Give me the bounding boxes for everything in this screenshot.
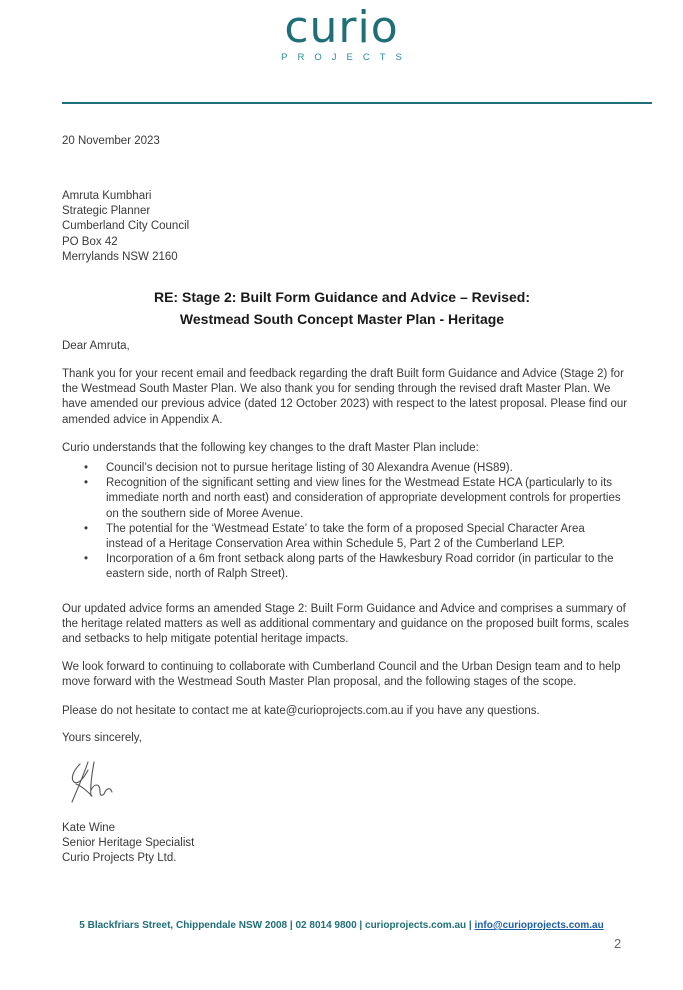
signer-company: Curio Projects Pty Ltd. (62, 852, 177, 865)
recipient-po-box: PO Box 42 (62, 235, 118, 248)
list-item: • Incorporation of a 6m front setback along parts of the Hawkesbury Road corridor (in particular to the eastern side, north of Ralph Street). (84, 553, 614, 581)
paragraph-intro: Thank you for your recent email and feedback regarding the draft Built form Guidance and Advice (Stage 2) for the Westmead South Master Plan. We also thank you for sending through the revised draft Master Plan. We have amended our previous advice (dated 12 October 2023) with respect to the latest proposal. Please find our amended advice in Appendix A. (62, 368, 628, 426)
header-divider (62, 102, 652, 104)
page-footer (0, 920, 683, 931)
salutation: Dear Amruta, (62, 340, 130, 352)
paragraph-collaboration: We look forward to continuing to collaborate with Cumberland Council and the Urban Design team and to help move forward with the Westmead South Master Plan proposal, and the following stages of the scope. (62, 661, 621, 689)
logo-subtitle: PROJECTS (281, 52, 412, 63)
recipient-organisation: Cumberland City Council (62, 220, 190, 233)
signer-name: Kate Wine (62, 822, 116, 834)
paragraph-changes-intro: Curio understands that the following key changes to the draft Master Plan include: (62, 442, 479, 454)
signer-block (62, 821, 194, 867)
paragraph-contact: Please do not hesitate to contact me at kate@curioprojects.com.au if you have any questions. (62, 705, 540, 717)
bullet-icon: • (84, 462, 89, 474)
bullet-icon: • (84, 522, 89, 535)
recipient-name: Amruta Kumbhari (62, 190, 152, 202)
recipient-address (62, 189, 189, 265)
page-number: 2 (614, 936, 622, 951)
list-item: • Recognition of the significant setting and view lines for the Westmead Estate HCA (particularly to its immediate north and north east) and consideration of appropriate development controls for properties on the southern side of Moree Avenue. (84, 477, 621, 520)
signer-title: Senior Heritage Specialist (62, 837, 195, 850)
subject-heading (62, 287, 622, 330)
changes-list (62, 461, 622, 583)
subject-line-2: Westmead South Concept Master Plan - Heritage (179, 310, 505, 327)
signature-image (66, 756, 126, 806)
footer-address: 5 Blackfriars Street, Chippendale NSW 2008 | 02 8014 9800 | curioprojects.com.au | (79, 920, 475, 931)
paragraph-advice: Our updated advice forms an amended Stage 2: Built Form Guidance and Advice and comprises a summary of the heritage related matters as well as additional commentary and guidance on the proposed built forms, scales and setbacks to help mitigate potential heritage impacts. (62, 603, 630, 646)
logo-wordmark: curio (284, 2, 399, 53)
bullet-icon: • (84, 477, 89, 490)
subject-line-1: RE: Stage 2: Built Form Guidance and Advice – Revised: (153, 289, 530, 305)
letter-date: 20 November 2023 (62, 135, 160, 147)
closing: Yours sincerely, (62, 732, 142, 744)
company-logo (0, 2, 683, 63)
list-item: • The potential for the ‘Westmead Estate’ to take the form of a proposed Special Character Area instead of a Heritage Conservation Area within Schedule 5, Part 2 of the Cumberland LEP. (84, 522, 585, 551)
bullet-icon: • (84, 553, 89, 566)
recipient-suburb: Merrylands NSW 2160 (62, 250, 178, 263)
recipient-title: Strategic Planner (62, 205, 151, 218)
list-item: • Council’s decision not to pursue heritage listing of 30 Alexandra Avenue (HS89). (62, 461, 622, 476)
footer-email-link[interactable]: info@curioprojects.com.au (474, 920, 604, 931)
